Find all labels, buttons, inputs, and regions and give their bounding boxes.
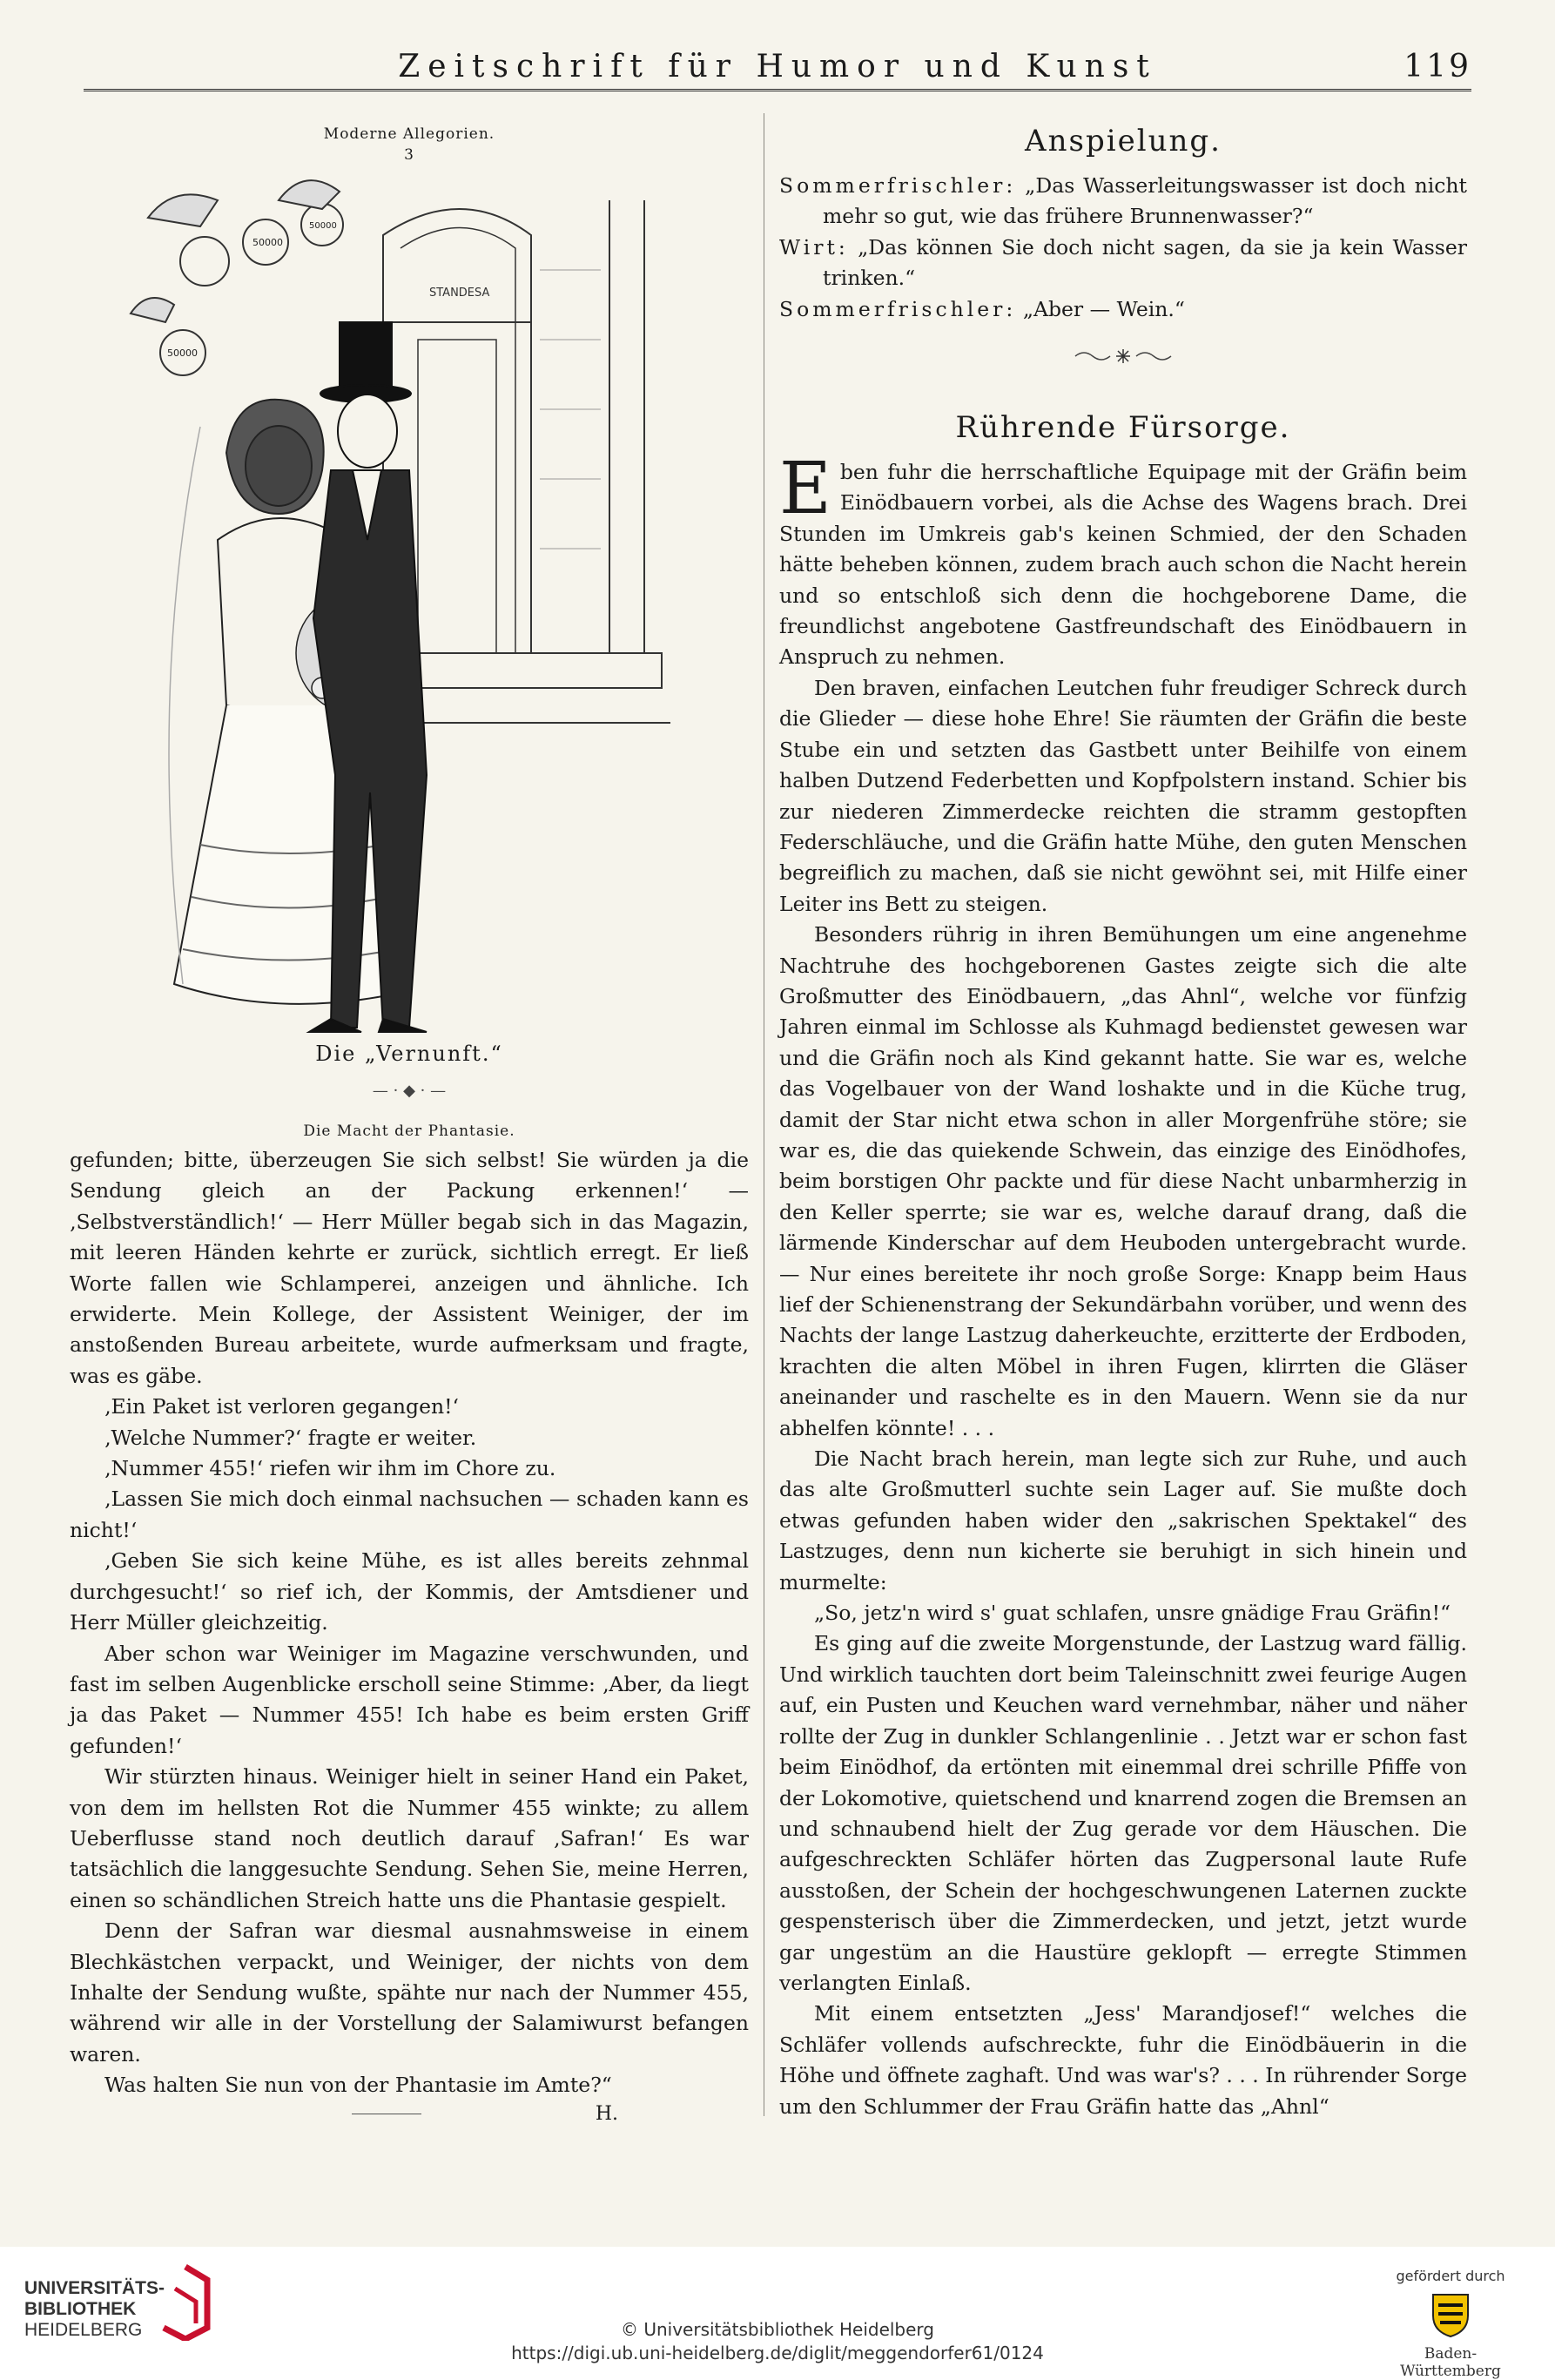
sponsor-block xyxy=(1381,2268,1520,2380)
paragraph: gefunden; bitte, überzeugen Sie sich selbst! Sie würden ja die Sendung gleich an der Packung erkennen!‘ — ‚Selbstverständlich!‘ — Herr Müller begab sich in das Magazin, mit leeren Händen kehrte er zurück, sichtlich erregt. Er ließ Worte fallen wie Schlamperei, anzeigen und ähnliche. Ich erwiderte. Mein Kollege, der Assistent Weiniger, der im anstoßenden Bureau arbeitete, wurde aufmerksam und fragte, was es gäbe. xyxy=(70,1148,749,1388)
office-sign: STANDESA xyxy=(429,287,490,300)
speaker: Wirt: xyxy=(779,234,849,260)
paragraph: Die Nacht brach herein, man legte sich zur Ruhe, und auch das alte Großmutterl suchte sein Lager auf. Sie mußte doch etwas gefunden haben wider den „sakrischen Spektakel“ des Lastzuges, denn nun kicherte sie beruhigt in sich hinein und murmelte: xyxy=(779,1446,1467,1595)
speaker: Sommerfrischler: xyxy=(779,173,1017,198)
paragraph: Aber schon war Weiniger im Magazine verschwunden, und fast im selben Augenblicke erscholl seine Stimme: ‚Aber, da liegt ja das Paket — Nummer 455! Ich habe es beim ersten Griff gefunden!‘ xyxy=(70,1641,749,1758)
section-title-anspielung: Anspielung. xyxy=(1025,124,1222,158)
money-bag-label: 50000 xyxy=(309,221,337,231)
paragraph: Mit einem entsetzten „Jess' Marandjosef!“ welches die Schläfer vollends aufschreckte, fuhr die Einödbäuerin in die Höhe und öffnete zaghaft. Und was war's? . . . In rührender Sorge um den Schlummer der Frau Gräfin hatte das „Ahnl“ xyxy=(779,2001,1467,2119)
paragraph: ‚Ein Paket ist verloren gegangen!‘ xyxy=(104,1394,460,1419)
library-name-line: HEIDELBERG xyxy=(24,2320,143,2340)
footer-bar xyxy=(0,2247,1555,2380)
paragraph: Den braven, einfachen Leutchen fuhr freudiger Schreck durch die Glieder — diese hohe Ehre! Sie räumten der Gräfin die beste Stube ein und setzten das Gastbett unter Beihilfe von einem halben Dutzend Federbetten und Kopfpolstern instand. Schier bis zur niederen Zimmerdecke reichten die stramm gestopften Federschläuche, und die Gräfin hatte Mühe, den guten Menschen begreiflich zu machen, daß sie nicht gewöhnt sei, mit Hilfe einer Leiter ins Bett zu steigen. xyxy=(779,675,1467,916)
dialog-text: „Das Wasserleitungswasser ist doch nicht mehr so gut, wie das frühere Brunnenwasser?“ xyxy=(823,173,1467,229)
author-signature xyxy=(70,2103,749,2125)
ornament-divider xyxy=(779,347,1467,368)
paragraph: ‚Welche Nummer?‘ fragte er weiter. xyxy=(104,1425,477,1450)
money-bag-label: 50000 xyxy=(252,237,283,248)
paragraph: Was halten Sie nun von der Phantasie im Amte?“ xyxy=(104,2073,612,2098)
dialog-line xyxy=(779,294,1467,325)
library-name-line: BIBLIOTHEK xyxy=(24,2299,137,2319)
running-title: Zeitschrift für Humor und Kunst xyxy=(398,49,1157,84)
paragraph: Wir stürzten hinaus. Weiniger hielt in seiner Hand ein Paket, von dem im hellsten Rot die Nummer 455 winkte; zu allem Ueberflusse stand noch deutlich darauf ‚Safran!‘ Es war tatsächlich die langgesuchte Sendung. Sehen Sie, meine Herren, einen so schändlichen Streich hatte uns die Phantasie gespielt. xyxy=(70,1764,749,1912)
paragraph: ‚Geben Sie sich keine Mühe, es ist alles bereits zehnmal durchgesucht!‘ so rief ich, der Kommis, der Amtsdiener und Herr Müller gleichzeitig. xyxy=(70,1548,749,1635)
paragraph: Denn der Safran war diesmal ausnahmsweise in einem Blechkästchen verpackt, und Weiniger, der nichts von dem Inhalte der Sendung wußte, spähte nur nach der Nummer 455, während wir alle in der Vorstellung der Salamiwurst befangen waren. xyxy=(70,1918,749,2066)
paragraph: Es ging auf die zweite Morgenstunde, der Lastzug ward fällig. Und wirklich tauchten dort beim Taleinschnitt zwei feurige Augen auf, ein Pusten und Keuchen ward vernehmbar, näher und näher rollte der Zug in dunkler Schlangenlinie . . Jetzt war er schon fast beim Einödhof, da ertönten mit einemmal drei schrille Pfiffe von der Lokomotive, quietschend und knarrend zogen die Bremsen an und schnaubend hielt der Zug gerade vor dem Häuschen. Die aufgeschreckten Schläfer hörten das Zugpersonal laute Rufe ausstoßen, der Schein der hochgeschwungenen Laternen zuckte gespensterisch über die Zimmerdecken, und jetzt, jetzt wurde gar ungestüm an die Haustüre geklopft — erregte Stimmen verlangten Einlaß. xyxy=(779,1631,1467,1995)
wedding-drawing xyxy=(122,165,679,1036)
dialog-line xyxy=(779,233,1467,294)
sponsor-label: gefördert durch xyxy=(1396,2268,1505,2284)
speaker: Sommerfrischler: xyxy=(779,296,1017,321)
signature-text: H. xyxy=(595,2102,618,2125)
money-bag-label: 50000 xyxy=(167,347,198,359)
source-url[interactable]: https://digi.ub.uni-heidelberg.de/diglit/meggendorfer61/0124 xyxy=(511,2343,1044,2363)
paragraph: Besonders rührig in ihren Bemühungen um eine angenehme Nachtruhe des hochgeborenen Gastes zeigte sich die alte Großmutter des Einödbauern, „das Ahnl“, welche vor fünfzig Jahren einmal im Schlosse als Kuhmagd bedienstet gewesen war und die Gräfin noch als Kind gekannt hatte. Sie war es, welche das Vogelbauer von der Wand loshakte und in die Küche trug, damit der Star nicht etwa schon in aller Morgenfrühe störe; sie war es, die das quiekende Schwein, das einzige des Einödhofes, beim borstigen Ohr packte und für diese Nacht unbarmherzig in den Keller sperrte; sie war es, welche darauf drang, daß die lärmende Kinderschar auf dem Heuboden untergebracht wurde. — Nur eines bereitete ihr noch große Sorge: Knapp beim Haus lief der Schienenstrang der Sekundärbahn vorüber, und wenn des Nachts der lange Lastzug daherkeuchte, erzitterte der Erdboden, krachten die alten Möbel in ihren Fugen, klirrten die Gläser aneinander und raschelte es in den Mauern. Wenn sie da nur abhelfen könnte! . . . xyxy=(779,922,1467,1440)
library-name-line: UNIVERSITÄTS- xyxy=(24,2278,165,2298)
left-column xyxy=(70,115,749,2125)
first-paragraph xyxy=(779,448,1467,673)
page-number: 119 xyxy=(1404,49,1471,84)
story-text xyxy=(779,448,1467,2122)
section-title-fuersorge: Rührende Fürsorge. xyxy=(955,410,1291,446)
dialog-line xyxy=(779,171,1467,233)
story-title: Die Macht der Phantasie. xyxy=(303,1123,515,1140)
running-header xyxy=(84,45,1471,91)
story-text xyxy=(70,1145,749,2125)
coat-of-arms-icon xyxy=(1428,2289,1473,2338)
dialog xyxy=(779,171,1467,325)
series-caption: Moderne Allegorien. xyxy=(323,125,495,143)
first-paragraph-text: ben fuhr die herrschaftliche Equipage mit der Gräfin beim Einödbauern vorbei, als die Achse des Wagens brach. Drei Stunden im Umkreis gab's keinen Schmied, der den Schaden hätte beheben können, zudem brach auch schon die Nacht herein und so entschloß sich denn die hochgeborene Dame, die freundlichst angebotene Gastfreundschaft des Einödbauern in Anspruch zu nehmen. xyxy=(779,460,1467,670)
drop-cap: E xyxy=(779,448,831,531)
sponsor-name: Baden-Württemberg xyxy=(1400,2345,1501,2380)
copyright-notice: © Universitätsbibliothek Heidelberg xyxy=(620,2319,934,2340)
ornament-divider: — · ◆ · — xyxy=(372,1082,447,1100)
wedding-illustration xyxy=(122,165,679,1036)
copyright-block xyxy=(0,2318,1555,2365)
dialog-text: „Das können Sie doch nicht sagen, da sie ja kein Wasser trinken.“ xyxy=(823,234,1467,291)
series-number: 3 xyxy=(404,146,414,164)
right-column xyxy=(779,115,1467,2122)
paragraph: ‚Nummer 455!‘ riefen wir ihm im Chore zu. xyxy=(104,1456,556,1481)
paragraph: ‚Lassen Sie mich doch einmal nachsuchen — schaden kann es nicht!‘ xyxy=(70,1487,749,1542)
paragraph: „So, jetz'n wird s' guat schlafen, unsre gnädige Frau Gräfin!“ xyxy=(814,1601,1451,1626)
illustration-caption: Die „Vernunft.“ xyxy=(315,1042,503,1066)
dialog-text: „Aber — Wein.“ xyxy=(1022,296,1185,321)
